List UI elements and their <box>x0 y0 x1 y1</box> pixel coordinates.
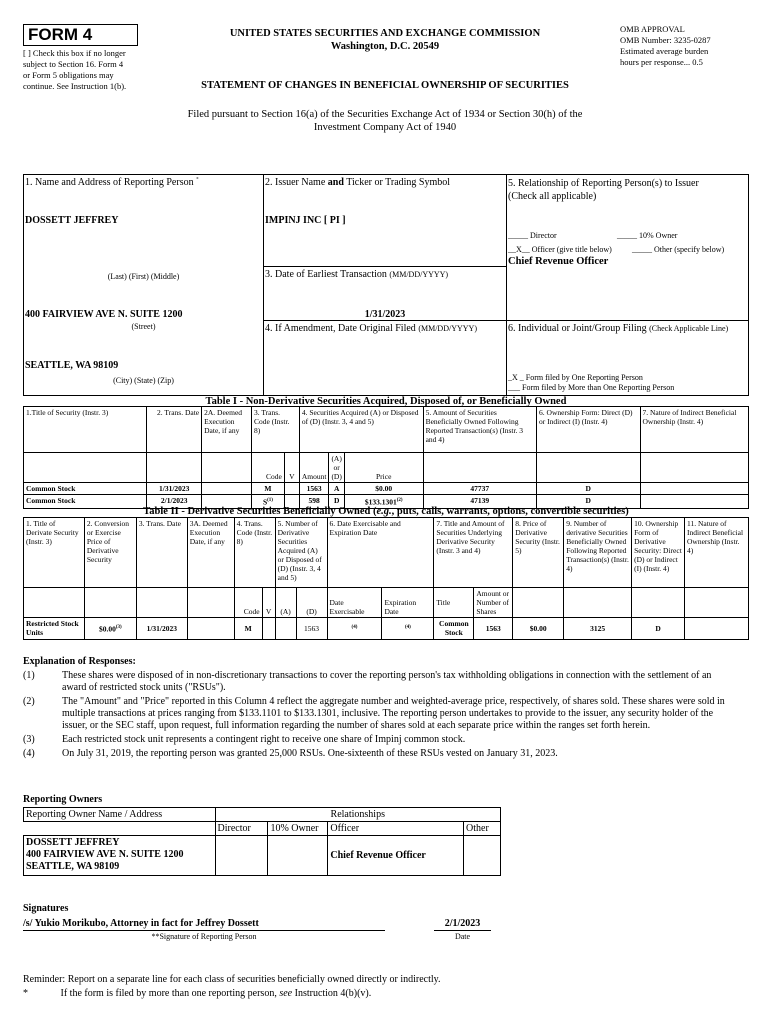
owner-other <box>464 836 501 876</box>
table2-title-eg: e.g. <box>376 506 392 517</box>
filed-pursuant-line: Investment Company Act of 1940 <box>313 122 457 133</box>
t2-header-conversion: 2. Conversion or Exercise Price of Derivative Security <box>84 518 136 588</box>
t2-row-nature <box>685 618 749 640</box>
t1-row-code: M <box>252 483 285 495</box>
filed-pursuant <box>100 108 670 134</box>
t2-row-exercisable <box>327 618 382 640</box>
t2-header-form: 10. Ownership Form of Derivative Security: Direct (D) or Indirect (I) (Instr. 4) <box>632 518 685 588</box>
relationship-10pct-owner: _____ 10% Owner <box>617 231 678 240</box>
t1-row-v <box>284 483 299 495</box>
t1-header-deemed: 2A. Deemed Execution Date, if any <box>202 407 252 453</box>
t2-sub-empty <box>685 588 749 618</box>
footer-star-text: Instruction 4(b)(v). <box>294 988 372 999</box>
reporting-person-name: DOSSETT JEFFREY <box>25 215 119 226</box>
divider <box>506 175 507 395</box>
form-checkbox-note <box>23 48 153 92</box>
box2-label-and: and <box>327 177 344 188</box>
box6-label-text: 6. Individual or Joint/Group Filing <box>508 323 647 334</box>
filing-one-person: _X _ Form filed by One Reporting Person <box>508 373 643 382</box>
box3-label-text: 3. Date of Earliest Transaction <box>265 269 387 280</box>
t2-sub-exercisable: Date Exercisable <box>327 588 382 618</box>
t2-sub-title: Title <box>434 588 474 618</box>
relationship-director: _____ Director <box>508 231 557 240</box>
omb-approval <box>620 24 711 68</box>
footnote-ref: (1) <box>267 498 273 503</box>
t2-sub-d: (D) <box>296 588 327 618</box>
t1-header-form: 6. Ownership Form: Direct (D) or Indirect (I) (Instr. 4) <box>537 407 640 453</box>
t1-sub-empty <box>537 453 640 483</box>
t2-header-deemed: 3A. Deemed Execution Date, if any <box>187 518 234 588</box>
box3-label <box>265 269 448 280</box>
t2-row-v <box>262 618 275 640</box>
t1-sub-code: Code <box>252 453 285 483</box>
t2-header-number: 5. Number of Derivative Securities Acquired (A) or Disposed of (D) (Instr. 3, 4 and 5) <box>275 518 327 588</box>
box6-sublabel: (Check Applicable Line) <box>649 324 729 333</box>
explanation-number: (1) <box>23 670 35 681</box>
earliest-transaction-date: 1/31/2023 <box>364 309 406 320</box>
relationship-other: _____ Other (specify below) <box>632 245 725 254</box>
agency-city: Washington, D.C. 20549 <box>330 41 440 52</box>
t1-header-owned: 5. Amount of Securities Beneficially Owned Following Reported Transaction(s) (Instr. 3 and 4) <box>423 407 536 453</box>
t2-header-exercisable: 6. Date Exercisable and Expiration Date <box>327 518 434 588</box>
officer-title: Chief Revenue Officer <box>508 256 609 267</box>
table1-nonderivative <box>23 406 749 509</box>
checkbox-note-line: [ ] Check this box if no longer <box>23 48 126 58</box>
t1-sub-empty <box>640 453 749 483</box>
explanation-text: On July 31, 2019, the reporting person was granted 25,000 RSUs. One-sixteenth of these RSUs vested on January 31, 2023. <box>62 748 558 759</box>
footer-star-text: If the form is filed by more than one reporting person, <box>60 988 277 999</box>
t1-sub-empty <box>147 453 202 483</box>
t1-sub-empty <box>24 453 147 483</box>
table2-title <box>23 506 749 517</box>
t1-sub-price: Price <box>344 453 423 483</box>
signature-date: 2/1/2023 <box>434 918 491 931</box>
owners-header-other: Other <box>464 822 501 836</box>
checkbox-note-line: continue. See Instruction 1(b). <box>23 81 127 91</box>
owner-officer: Chief Revenue Officer <box>328 836 464 876</box>
footer-reminder: Reminder: Report on a separate line for each class of securities beneficially owned directly or indirectly. <box>23 974 441 985</box>
owner-name-line: SEATTLE, WA 98109 <box>26 861 120 872</box>
footnote-ref: (2) <box>396 498 403 503</box>
form-title: FORM 4 <box>23 24 138 46</box>
t1-header-securities: 4. Securities Acquired (A) or Disposed of (D) (Instr. 3, 4 and 5) <box>299 407 423 453</box>
t2-row-d: 1563 <box>296 618 327 640</box>
t2-sub-empty <box>136 588 187 618</box>
omb-line: Estimated average burden <box>620 46 709 56</box>
t1-row-form: D <box>537 495 640 509</box>
t2-row-underlying-title: Common Stock <box>434 618 474 640</box>
checkbox-note-line: subject to Section 16. Form 4 <box>23 59 124 69</box>
reporting-person-section <box>23 174 749 396</box>
street-sublabel: (Street) <box>131 322 156 331</box>
t1-row-date: 1/31/2023 <box>147 483 202 495</box>
filing-multiple-persons: ___ Form filed by More than One Reporting Person <box>508 383 675 392</box>
t1-sub-empty <box>202 453 252 483</box>
t1-sub-empty <box>423 453 536 483</box>
signature-date-sublabel: Date <box>454 932 471 941</box>
list-item <box>23 696 733 732</box>
signatures-heading: Signatures <box>23 903 69 914</box>
t2-sub-empty <box>187 588 234 618</box>
t1-row-title: Common Stock <box>24 495 147 509</box>
list-item <box>23 748 733 760</box>
t1-row-form: D <box>537 483 640 495</box>
list-item <box>23 734 733 746</box>
divider <box>263 175 264 395</box>
box4-sublabel: (MM/DD/YYYY) <box>418 324 477 333</box>
t2-header-code: 4. Trans. Code (Instr. 8) <box>234 518 275 588</box>
t2-sub-expiration: Expiration Date <box>382 588 434 618</box>
t2-header-underlying: 7. Title and Amount of Securities Underlying Derivative Security (Instr. 3 and 4) <box>434 518 513 588</box>
box1-star: * <box>196 177 199 183</box>
t2-row-underlying-amount: 1563 <box>474 618 513 640</box>
owners-header-owner: 10% Owner <box>268 822 328 836</box>
t2-row-price: $0.00 <box>513 618 564 640</box>
table-row <box>24 483 749 495</box>
t2-sub-empty <box>513 588 564 618</box>
filed-pursuant-line: Filed pursuant to Section 16(a) of the Securities Exchange Act of 1934 or Section 30(h) of the <box>187 109 583 120</box>
box5-label <box>508 177 699 203</box>
owner-name-line: 400 FAIRVIEW AVE N. SUITE 1200 <box>26 849 184 860</box>
t2-row-a <box>275 618 296 640</box>
t2-sub-empty <box>564 588 632 618</box>
box5-label-line: (Check all applicable) <box>508 191 597 202</box>
t2-row-title: Restricted Stock Units <box>24 618 85 640</box>
t1-sub-aord: (A) or (D) <box>329 453 344 483</box>
table2-title-text: Table II - Derivative Securities Beneficially Owned ( <box>143 506 377 517</box>
t2-header-title: 1. Title of Derivate Security (Instr. 3) <box>24 518 85 588</box>
box3-sublabel: (MM/DD/YYYY) <box>389 270 449 279</box>
signer-name: /s/ Yukio Morikubo, Attorney in fact for Jeffrey Dossett <box>23 918 385 931</box>
box4-label-text: 4. If Amendment, Date Original Filed <box>265 323 416 334</box>
owner-name-line: DOSSETT JEFFREY <box>26 837 120 848</box>
t2-row-conversion-value: $0.00 <box>98 624 116 634</box>
explanation-heading: Explanation of Responses: <box>23 656 136 667</box>
t2-row-owned: 3125 <box>564 618 632 640</box>
owners-header-name: Reporting Owner Name / Address <box>24 808 216 822</box>
omb-line: hours per response... 0.5 <box>620 57 703 67</box>
owners-header-director: Director <box>215 822 268 836</box>
explanation-number: (4) <box>23 748 35 759</box>
footer-star: * <box>23 988 28 999</box>
t2-row-date: 1/31/2023 <box>136 618 187 640</box>
box1-label <box>25 177 199 188</box>
reporting-city: SEATTLE, WA 98109 <box>25 360 119 371</box>
table-row <box>24 618 749 640</box>
checkbox-note-line: or Form 5 obligations may <box>23 70 114 80</box>
statement-title: STATEMENT OF CHANGES IN BENEFICIAL OWNERSHIP OF SECURITIES <box>201 80 569 91</box>
footnote-ref: (4) <box>351 625 358 631</box>
t2-row-code: M <box>234 618 262 640</box>
t1-sub-amount: Amount <box>299 453 329 483</box>
owner-name-address <box>24 836 216 876</box>
t1-row-owned: 47139 <box>423 495 536 509</box>
t1-header-nature: 7. Nature of Indirect Beneficial Ownership (Instr. 4) <box>640 407 749 453</box>
t2-header-owned: 9. Number of derivative Securities Beneficially Owned Following Reported Transaction(s) (Instr. 4) <box>564 518 632 588</box>
box2-label-text: Ticker or Trading Symbol <box>346 177 451 188</box>
footer-star-note <box>23 988 371 999</box>
t2-sub-a: (A) <box>275 588 296 618</box>
t1-row-title: Common Stock <box>24 483 147 495</box>
t2-row-conversion <box>84 618 136 640</box>
owners-header-relationships: Relationships <box>215 808 500 822</box>
issuer-name: IMPINJ INC [ PI ] <box>265 215 346 226</box>
omb-line: OMB Number: 3235-0287 <box>620 35 711 45</box>
t2-sub-empty <box>84 588 136 618</box>
city-sublabel: (City) (State) (Zip) <box>113 376 174 385</box>
t2-sub-v: V <box>262 588 275 618</box>
owners-header-empty <box>24 822 216 836</box>
t1-sub-v: V <box>284 453 299 483</box>
t2-header-date: 3. Trans. Date <box>136 518 187 588</box>
omb-line: OMB APPROVAL <box>620 24 685 34</box>
explanation-number: (3) <box>23 734 35 745</box>
t1-row-date: 2/1/2023 <box>147 495 202 509</box>
t1-row-price: $0.00 <box>344 483 423 495</box>
reporting-street: 400 FAIRVIEW AVE N. SUITE 1200 <box>25 309 183 320</box>
t1-row-code-value: S <box>262 497 268 507</box>
t2-row-form: D <box>632 618 685 640</box>
t1-row-price-value: $133.1301 <box>364 497 397 507</box>
footnote-ref: (4) <box>404 625 411 631</box>
explanation-text: Each restricted stock unit represents a contingent right to receive one share of Impinj common stock. <box>62 734 466 745</box>
explanation-list <box>23 670 733 760</box>
table-row <box>24 836 501 876</box>
relationship-officer: __X__ Officer (give title below) <box>508 245 612 254</box>
t1-row-nature <box>640 483 749 495</box>
t2-row-expiration <box>382 618 434 640</box>
t2-row-deemed <box>187 618 234 640</box>
owners-heading: Reporting Owners <box>23 794 103 805</box>
t2-header-price: 8. Price of Derivative Security (Instr. 5) <box>513 518 564 588</box>
t1-row-owned: 47737 <box>423 483 536 495</box>
explanation-text: The "Amount" and "Price" reported in this Column 4 reflect the aggregate number and weighted-average price, respectively, of shares sold. These shares were sold in multiple transactions at prices ranging from $133.1101 to $133.1301, inclusive. The reporting person undertakes to provide to the issuer, any security holder of the issuer, or the SEC staff, upon request, full information regarding the number of shares sold at each separate price within the ranges set forth herein. <box>62 696 725 731</box>
reporting-owners-table <box>23 807 501 876</box>
agency-title: UNITED STATES SECURITIES AND EXCHANGE COMMISSION <box>229 28 541 39</box>
t1-header-code: 3. Trans. Code (Instr. 8) <box>252 407 300 453</box>
owners-header-officer: Officer <box>328 822 464 836</box>
divider <box>506 320 749 321</box>
table2-title-text: , puts, calls, warrants, options, convertible securities) <box>391 506 629 517</box>
table2-derivative <box>23 517 749 640</box>
owner-10pct <box>268 836 328 876</box>
t1-row-aord: A <box>329 483 344 495</box>
t2-sub-empty <box>632 588 685 618</box>
box2-label <box>265 177 450 188</box>
t2-sub-code: Code <box>234 588 262 618</box>
t1-header-date: 2. Trans. Date <box>147 407 202 453</box>
footer-star-see: see <box>279 988 293 999</box>
t1-row-amount: 1563 <box>299 483 329 495</box>
footnote-ref: (3) <box>115 625 122 631</box>
box2-label-text: 2. Issuer Name <box>265 177 326 188</box>
divider <box>263 320 507 321</box>
t1-header-title: 1.Title of Security (Instr. 3) <box>24 407 147 453</box>
owner-director <box>215 836 268 876</box>
box4-label <box>265 323 477 334</box>
t1-row-aord: D <box>329 495 344 509</box>
name-sublabel: (Last) (First) (Middle) <box>107 272 180 281</box>
explanation-text: These shares were disposed of in non-discretionary transactions to cover the reporting person's tax withholding obligations in connection with the settlement of an award of restricted stock units ("RSUs"). <box>62 670 712 693</box>
divider <box>263 266 507 267</box>
t2-header-nature: 11. Nature of Indirect Beneficial Ownership (Instr. 4) <box>685 518 749 588</box>
t1-row-amount: 598 <box>299 495 329 509</box>
box1-label-text: 1. Name and Address of Reporting Person <box>25 177 194 188</box>
t2-sub-empty <box>24 588 85 618</box>
box5-label-line: 5. Relationship of Reporting Person(s) to Issuer <box>508 178 699 189</box>
table1-title: Table I - Non-Derivative Securities Acquired, Disposed of, or Beneficially Owned <box>205 396 567 407</box>
box6-label <box>508 323 748 335</box>
t2-sub-amount: Amount or Number of Shares <box>474 588 513 618</box>
signer-sublabel: **Signature of Reporting Person <box>151 932 257 941</box>
t1-row-deemed <box>202 483 252 495</box>
list-item <box>23 670 733 694</box>
explanation-number: (2) <box>23 696 35 707</box>
